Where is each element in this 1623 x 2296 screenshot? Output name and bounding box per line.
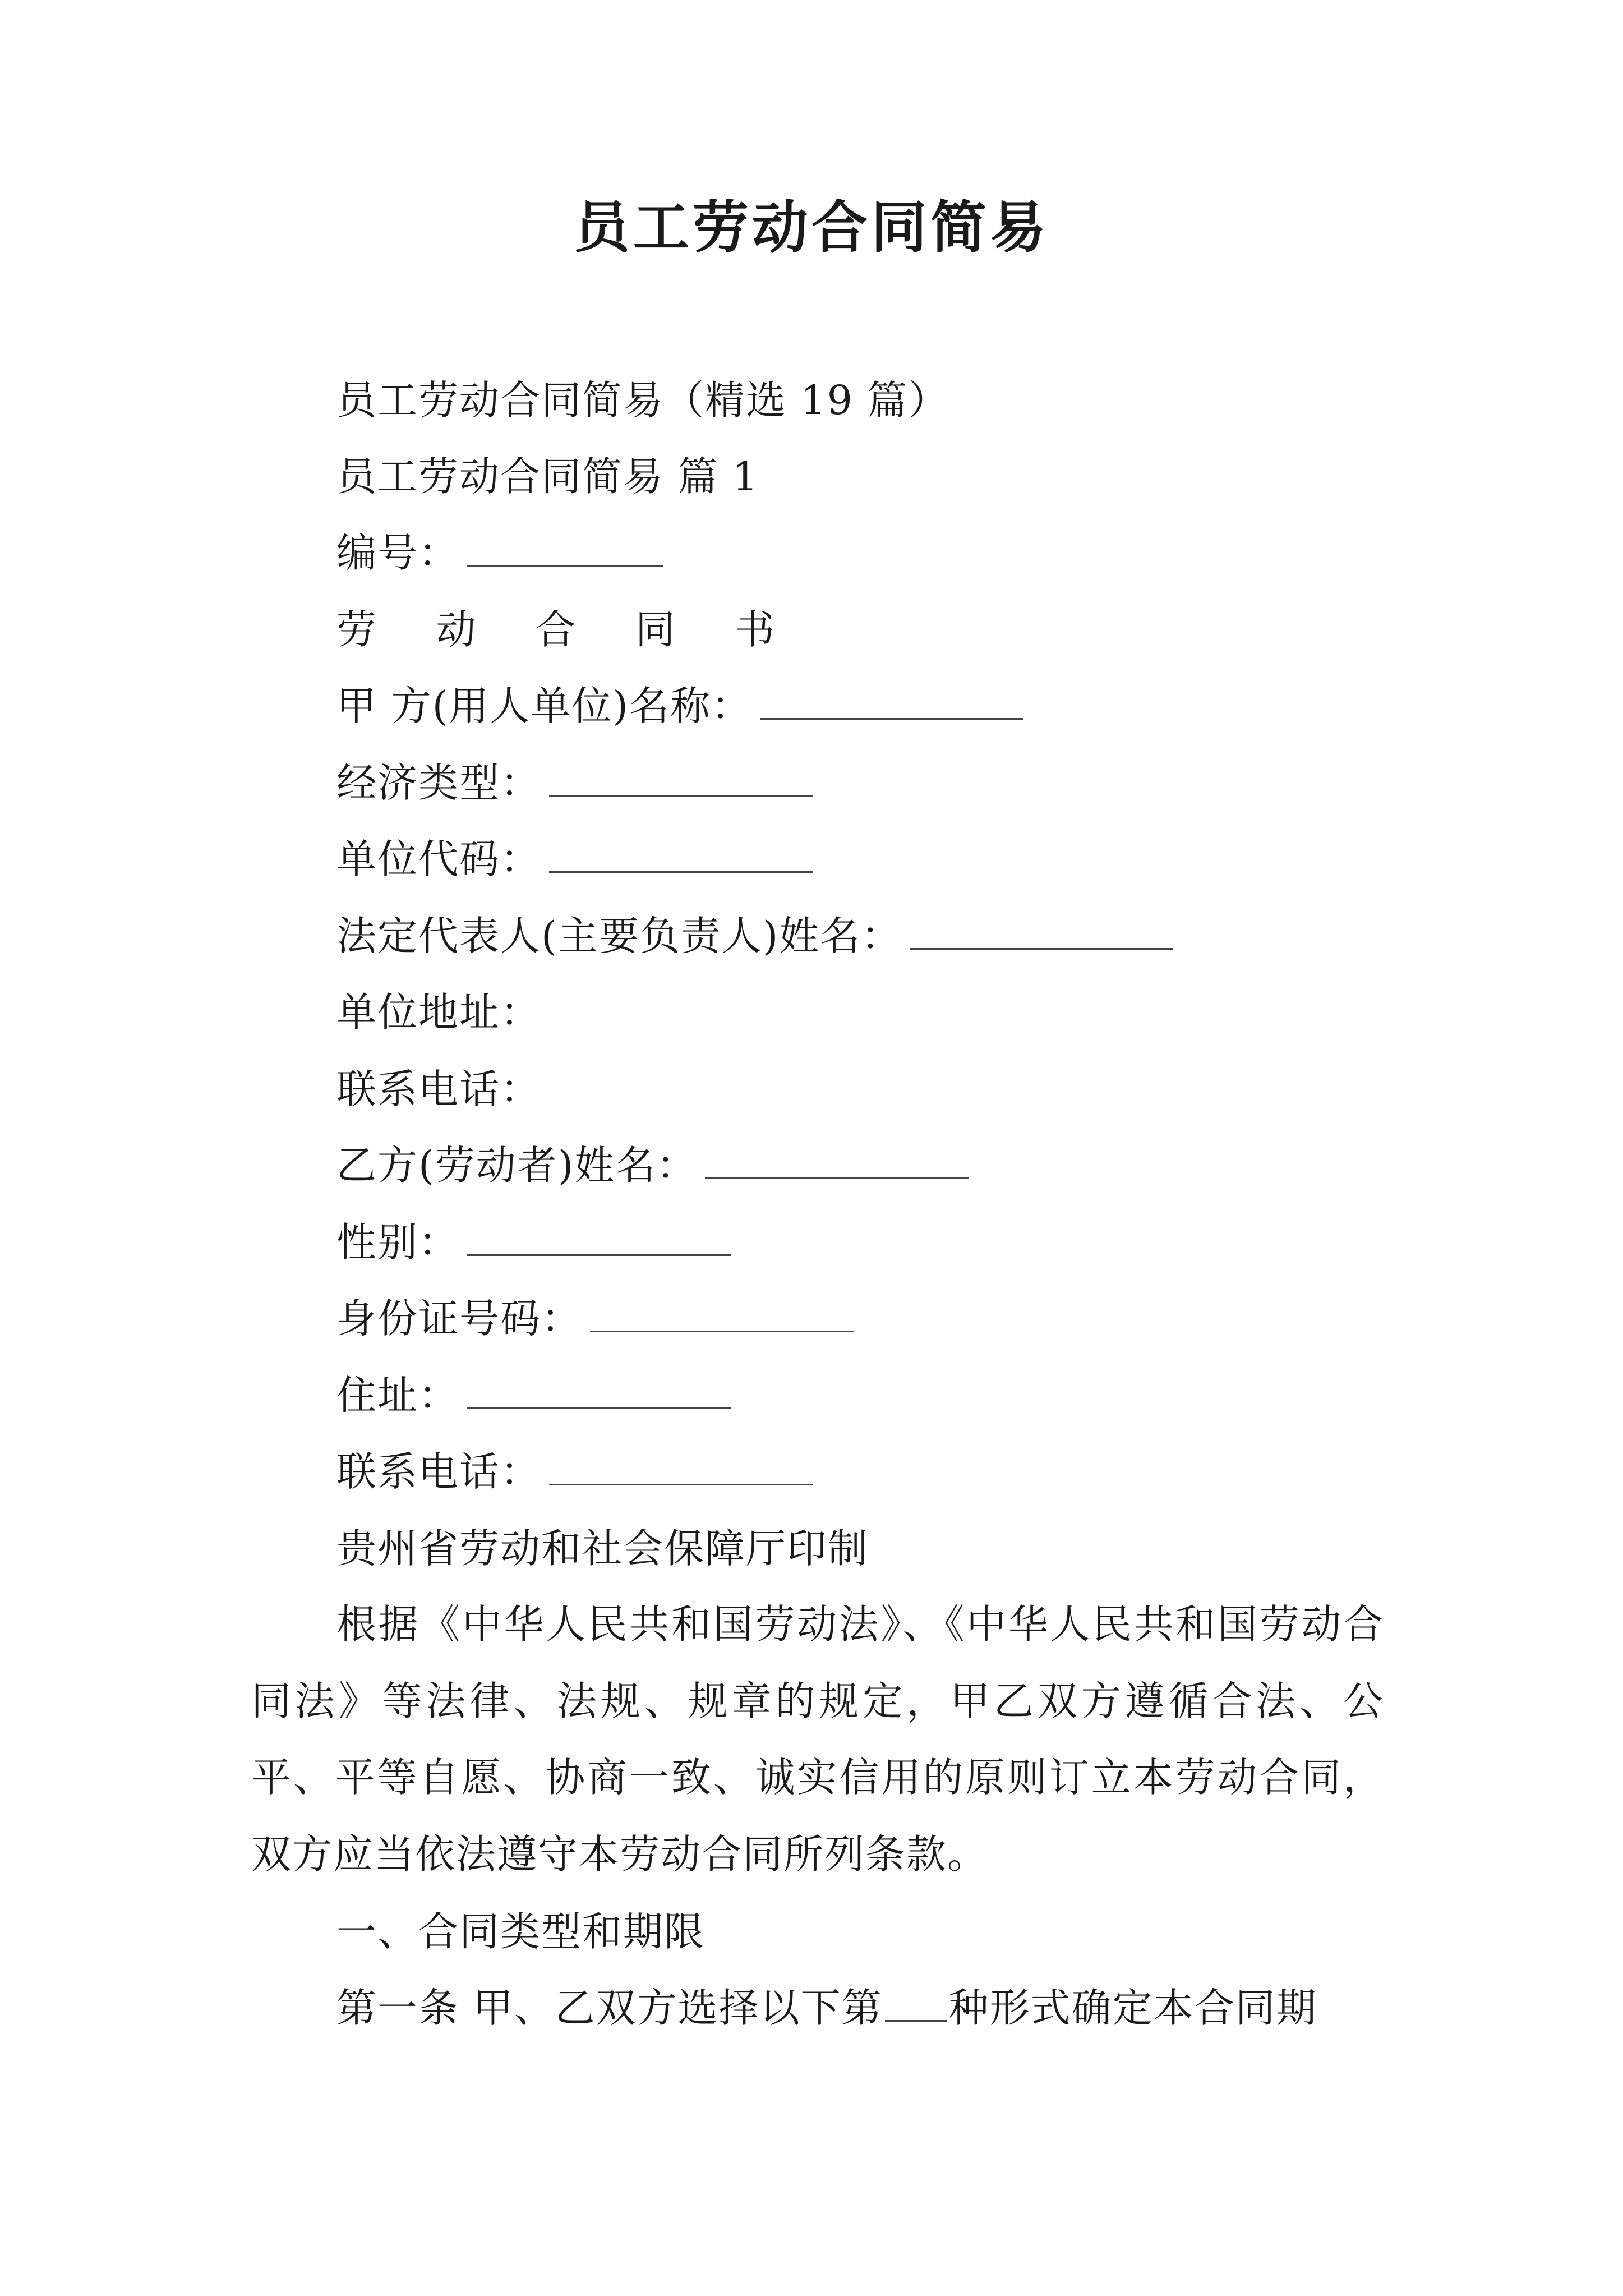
article-one-blank <box>885 1981 947 2022</box>
contract-number-blank <box>467 526 663 567</box>
party-a-name-blank <box>760 679 1023 720</box>
unit-address-label: 单位地址： <box>336 989 542 1036</box>
unit-code-row <box>336 831 813 887</box>
gender-row <box>336 1214 731 1271</box>
contract-number-label: 编号： <box>336 530 460 576</box>
contract-number-row <box>336 525 663 581</box>
party-a-name-row <box>336 678 1023 734</box>
gender-blank <box>467 1215 731 1256</box>
address-label: 住址： <box>336 1372 460 1419</box>
party-b-name-label: 乙方(劳动者)姓名： <box>336 1142 698 1189</box>
preamble-paragraph: 根据《中华人民共和国劳动法》、《中华人民共和国劳动合同法》等法律、法规、规章的规定，甲乙双方遵循合法、公平、平等自愿、协商一致、诚实信用的原则订立本劳动合同，双方应当依法遵守本劳动合同所列条款。 <box>251 1601 1384 1878</box>
unit-code-label: 单位代码： <box>336 836 542 882</box>
economic-type-row <box>336 755 813 811</box>
id-number-blank <box>590 1291 854 1332</box>
section-one-heading: 一、合同类型和期限 <box>336 1908 706 1955</box>
unit-address-row <box>336 984 541 1041</box>
unit-code-blank <box>549 832 813 873</box>
legal-rep-blank <box>910 909 1173 950</box>
id-number-label: 身份证号码： <box>336 1295 583 1342</box>
legal-rep-row <box>336 908 1173 964</box>
contract-heading: 劳 动 合 同 书 <box>336 606 799 653</box>
party-a-phone-label: 联系电话： <box>336 1066 542 1112</box>
economic-type-blank <box>549 756 813 797</box>
address-row <box>336 1368 731 1424</box>
party-b-phone-label: 联系电话： <box>336 1448 542 1495</box>
article-one-text-before: 第一条 甲、乙双方选择以下第 <box>336 1985 883 2031</box>
article-one-text-after: 种形式确定本合同期 <box>948 1985 1317 2031</box>
party-a-name-label: 甲 方(用人单位)名称： <box>336 683 752 729</box>
gender-label: 性别： <box>336 1219 460 1266</box>
party-b-phone-row <box>336 1444 813 1500</box>
document-title: 员工劳动合同简易 <box>574 194 1049 260</box>
subtitle: 员工劳动合同简易（精选 19 篇） <box>336 377 949 424</box>
chapter-heading: 员工劳动合同简易 篇 1 <box>336 453 759 500</box>
party-b-name-row <box>336 1138 969 1194</box>
address-blank <box>467 1368 731 1409</box>
party-b-name-blank <box>705 1138 969 1179</box>
printed-by: 贵州省劳动和社会保障厅印制 <box>336 1525 869 1572</box>
party-b-phone-blank <box>549 1444 813 1485</box>
id-number-row <box>336 1291 854 1347</box>
legal-rep-label: 法定代表人(主要负责人)姓名： <box>336 913 902 959</box>
article-one-row <box>336 1980 1317 2036</box>
party-a-phone-row <box>336 1061 541 1117</box>
economic-type-label: 经济类型： <box>336 760 542 806</box>
